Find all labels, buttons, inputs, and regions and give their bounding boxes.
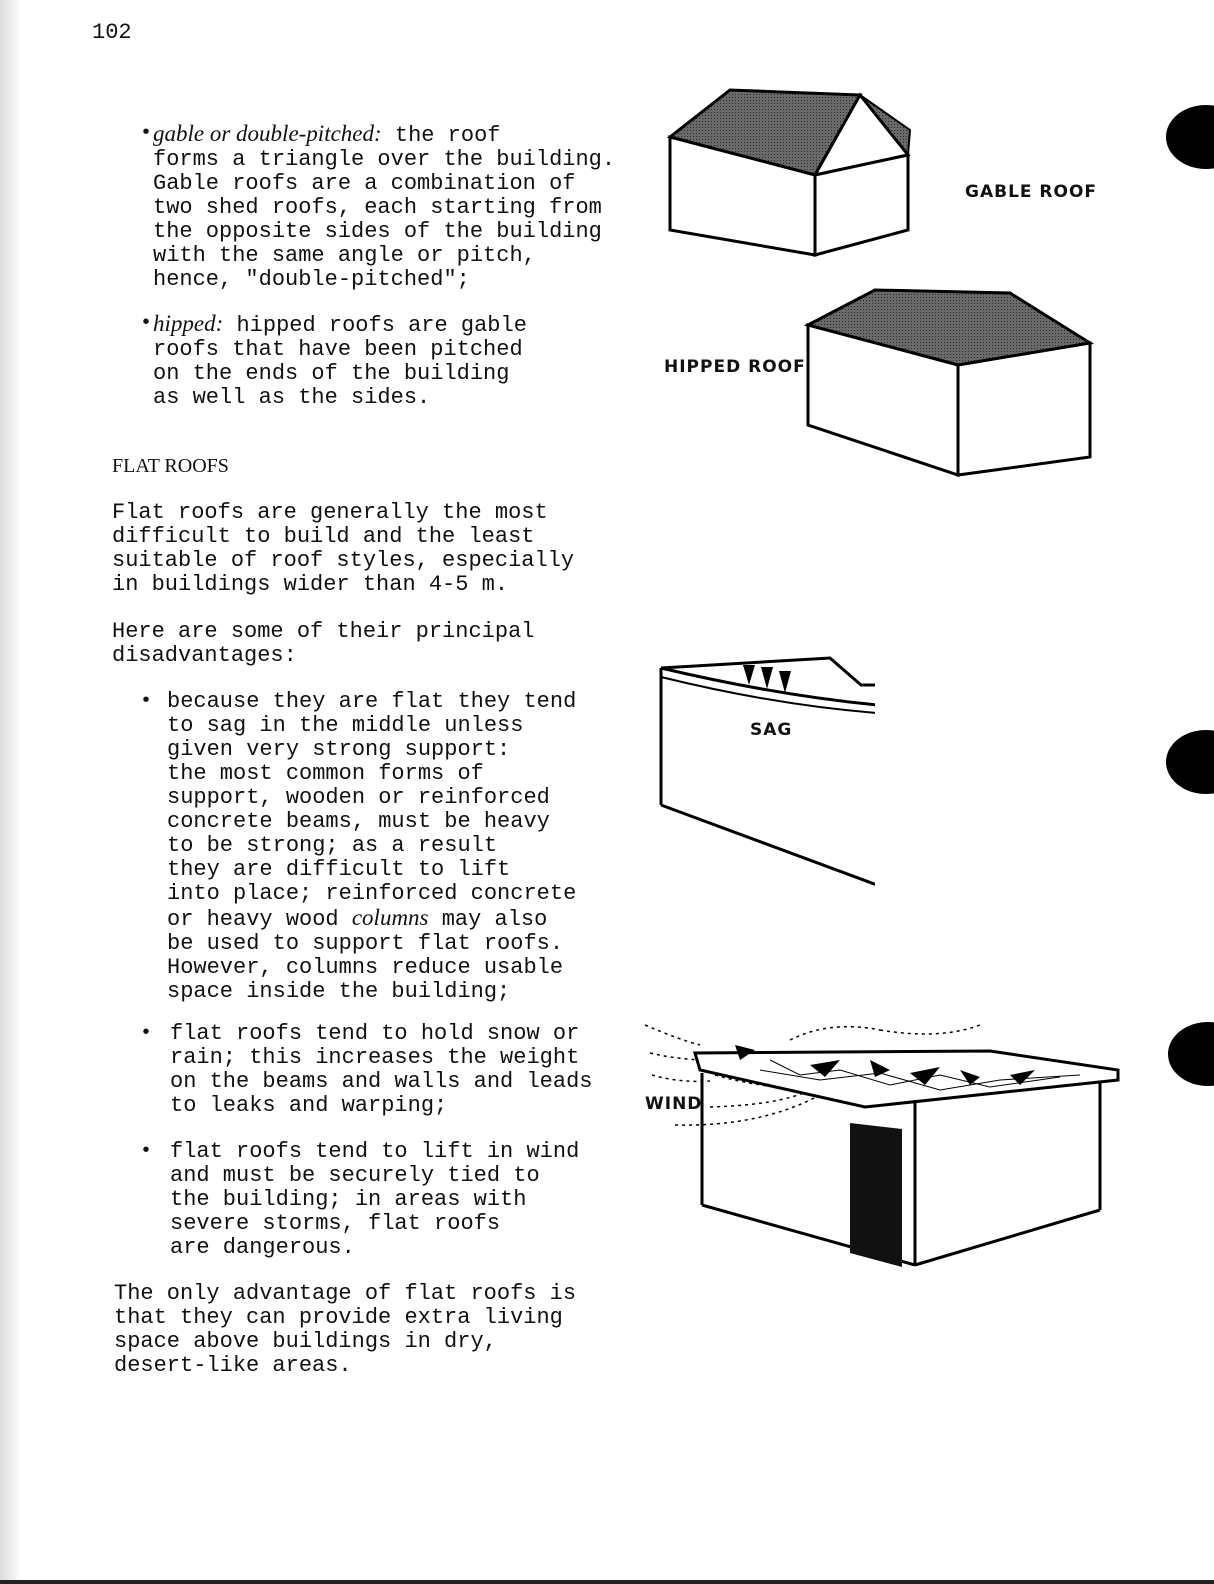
gable-line-1: forms a triangle over the building.: [153, 147, 616, 172]
snow-line: flat roofs tend to hold snow or: [170, 1021, 580, 1046]
conclusion-line: desert-like areas.: [114, 1353, 352, 1378]
gable-line-4: the opposite sides of the building: [153, 219, 602, 244]
sag-line: the most common forms of: [167, 761, 484, 786]
caption-gable-roof: GABLE ROOF: [965, 182, 1098, 202]
gable-line-5: with the same angle or pitch,: [153, 243, 536, 268]
sag-line-italic: columns: [351, 905, 429, 930]
flat-roofs-intro: [112, 501, 574, 597]
conclusion-line: The only advantage of flat roofs is: [114, 1281, 577, 1306]
term-hipped: hipped:: [153, 311, 224, 336]
wind-line: flat roofs tend to lift in wind: [170, 1139, 580, 1164]
gable-line-0: the roof: [381, 123, 501, 148]
wind-flat-roof-illustration: [640, 1015, 1120, 1275]
caption-hipped-roof: HIPPED ROOF: [664, 357, 806, 377]
sag-line-pre: or heavy wood: [167, 907, 352, 932]
sag-line: concrete beams, must be heavy: [167, 809, 550, 834]
gable-roof-illustration: [660, 85, 960, 265]
intro-line: difficult to build and the least: [112, 524, 535, 549]
hipped-line-3: as well as the sides.: [153, 385, 431, 410]
snow-line: to leaks and warping;: [170, 1093, 448, 1118]
sag-line-post: may also: [428, 907, 548, 932]
disadvantages-intro-line: disadvantages:: [112, 643, 297, 668]
bullet-dot: •: [140, 1140, 153, 1163]
snow-line: on the beams and walls and leads: [170, 1069, 593, 1094]
sag-line: However, columns reduce usable: [167, 955, 564, 980]
conclusion-line: that they can provide extra living: [114, 1305, 563, 1330]
sag-line: into place; reinforced concrete: [167, 881, 577, 906]
bullet-dot: •: [140, 312, 153, 335]
wind-line: and must be securely tied to: [170, 1163, 540, 1188]
hipped-line-1: roofs that have been pitched: [153, 337, 523, 362]
gable-line-6: hence, "double-pitched";: [153, 267, 470, 292]
section-heading-flat-roofs: FLAT ROOFS: [112, 455, 229, 477]
disadvantages-intro: [112, 620, 534, 668]
flat-roofs-conclusion: [114, 1282, 576, 1378]
page-number: 102: [92, 20, 132, 45]
scan-edge-bottom: [0, 1580, 1214, 1584]
wind-line: the building; in areas with: [170, 1187, 527, 1212]
hipped-roof-illustration: [800, 285, 1110, 485]
sag-flat-roof-illustration: [655, 655, 875, 895]
sag-line: to be strong; as a result: [167, 833, 498, 858]
hipped-line-0: hipped roofs are gable: [223, 313, 527, 338]
intro-line: Flat roofs are generally the most: [112, 500, 548, 525]
disadvantages-intro-line: Here are some of their principal: [112, 619, 535, 644]
scan-edge-left: [0, 0, 22, 1584]
term-gable: gable or double-pitched:: [153, 121, 382, 146]
sag-line: to sag in the middle unless: [167, 713, 524, 738]
wind-line: severe storms, flat roofs: [170, 1211, 501, 1236]
gable-line-3: two shed roofs, each starting from: [153, 195, 602, 220]
caption-sag: SAG: [750, 720, 793, 740]
wind-line: are dangerous.: [170, 1235, 355, 1260]
bullet-dot: •: [140, 1022, 153, 1045]
sag-line: given very strong support:: [167, 737, 511, 762]
sag-line: because they are flat they tend: [167, 689, 577, 714]
snow-line: rain; this increases the weight: [170, 1045, 580, 1070]
intro-line: in buildings wider than 4-5 m.: [112, 572, 509, 597]
bullet-dot: •: [140, 122, 153, 145]
binder-hole-bottom: [1168, 1022, 1214, 1086]
intro-line: suitable of roof styles, especially: [112, 548, 575, 573]
sag-line: space inside the building;: [167, 979, 511, 1004]
binder-hole-middle: [1166, 730, 1214, 794]
sag-line: they are difficult to lift: [167, 857, 511, 882]
binder-hole-top: [1166, 105, 1214, 169]
caption-wind: WIND: [645, 1094, 703, 1114]
bullet-dot: •: [140, 690, 153, 713]
sag-line: support, wooden or reinforced: [167, 785, 550, 810]
conclusion-line: space above buildings in dry,: [114, 1329, 497, 1354]
sag-line: be used to support flat roofs.: [167, 931, 564, 956]
gable-line-2: Gable roofs are a combination of: [153, 171, 576, 196]
hipped-line-2: on the ends of the building: [153, 361, 510, 386]
